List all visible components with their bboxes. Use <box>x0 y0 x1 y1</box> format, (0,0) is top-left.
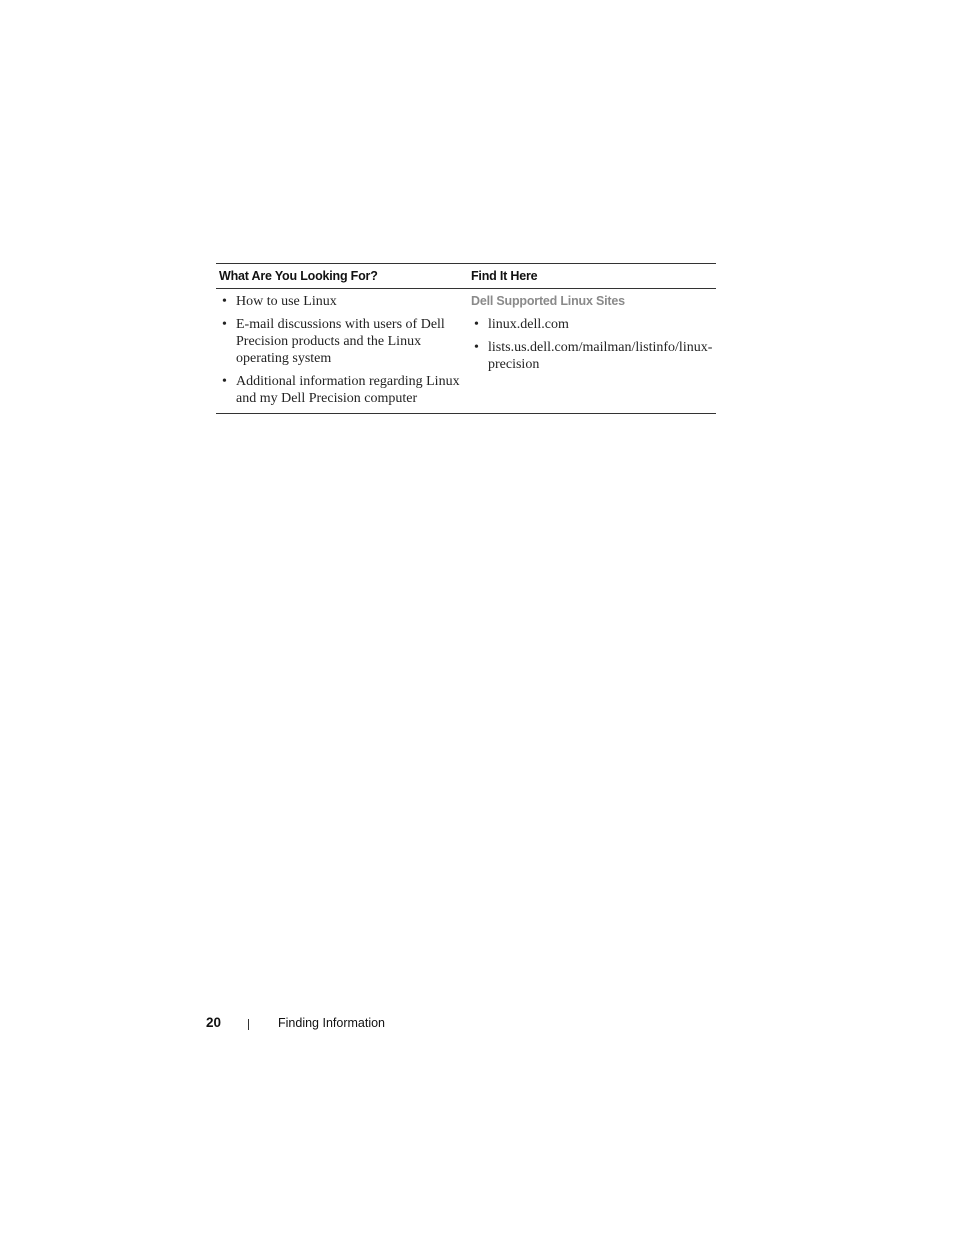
bullet-icon: • <box>222 374 227 389</box>
bullet-icon: • <box>474 340 479 355</box>
page-number: 20 <box>206 1015 222 1030</box>
info-table <box>216 263 716 414</box>
site-link-mailing-list[interactable]: lists.us.dell.com/mailman/listinfo/linux-precision <box>488 340 713 372</box>
list-item <box>222 316 464 367</box>
list-item <box>222 373 464 407</box>
list-item-text: E-mail discussions with users of Dell Precision products and the Linux operating system <box>236 317 445 366</box>
footer-separator <box>248 1019 249 1030</box>
table-row <box>216 289 716 413</box>
bullet-icon: • <box>222 294 227 309</box>
section-name: Finding Information <box>278 1016 386 1030</box>
list-item-text: How to use Linux <box>236 294 337 309</box>
header-find-it-here: Find It Here <box>471 269 538 283</box>
looking-for-list <box>222 293 464 407</box>
header-looking-for: What Are You Looking For? <box>219 269 378 283</box>
bullet-icon: • <box>474 317 479 332</box>
site-link-linux-dell[interactable]: linux.dell.com <box>488 317 569 332</box>
list-item <box>222 293 464 310</box>
linux-sites-subhead: Dell Supported Linux Sites <box>471 294 625 308</box>
list-item <box>471 339 714 373</box>
linux-sites-list <box>471 316 714 373</box>
find-it-here-cell <box>468 293 716 407</box>
looking-for-cell <box>216 293 468 407</box>
list-item-text: Additional information regarding Linux and my Dell Precision computer <box>236 374 460 406</box>
list-item <box>471 316 714 333</box>
bullet-icon: • <box>222 317 227 332</box>
table-header <box>216 264 716 289</box>
